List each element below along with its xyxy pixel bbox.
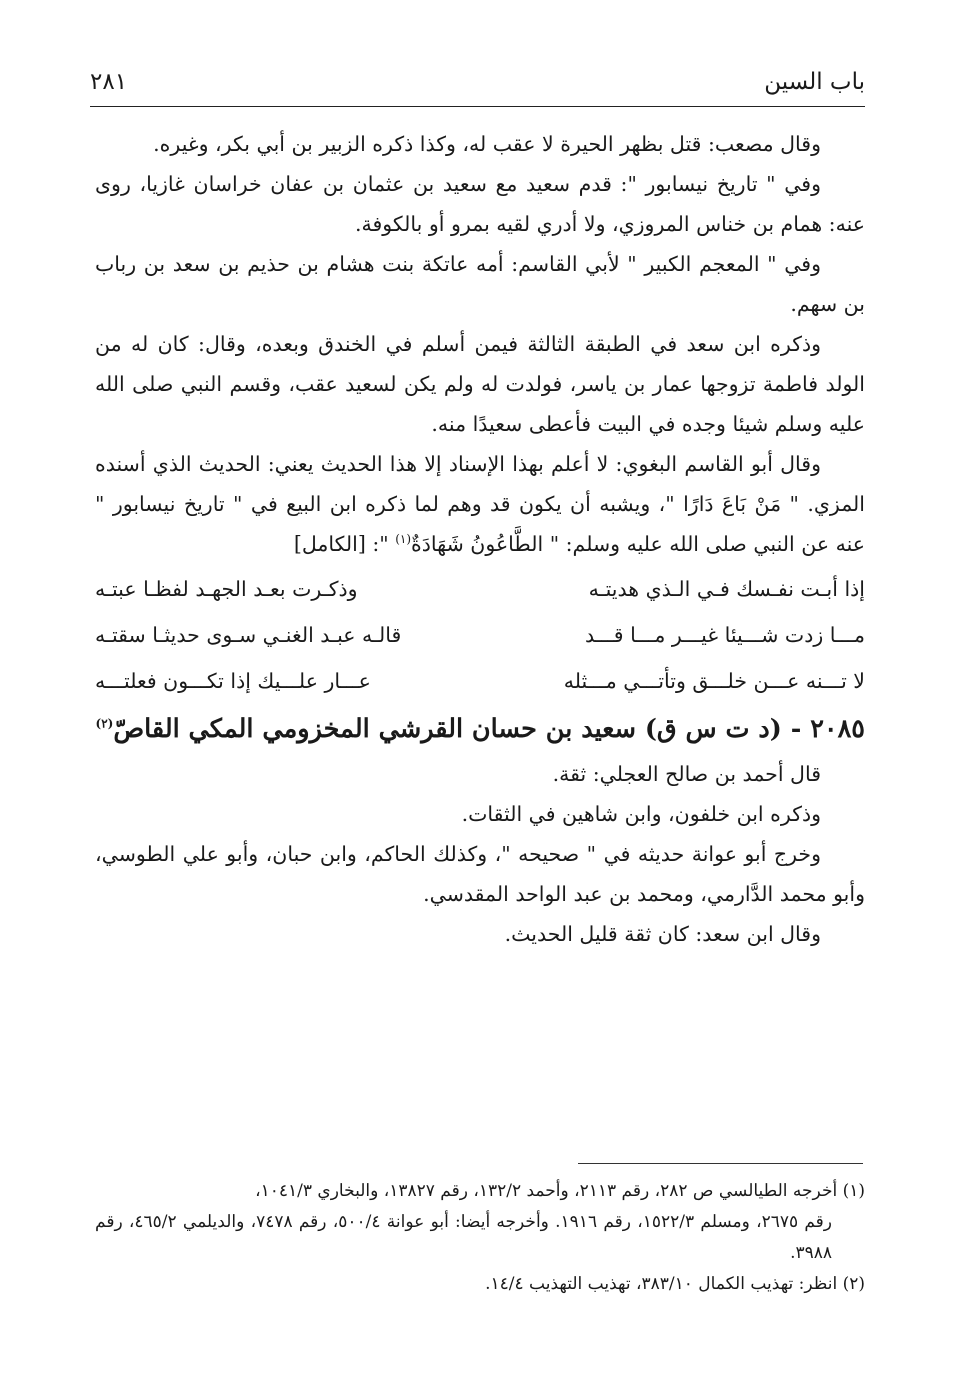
paragraph-ibn-saad: وذكره ابن سعد في الطبقة الثالثة فيمن أسلم في الخندق وبعده، وقال: كان له من الولد فاطمة تزوجها عمار بن ياسر، فولدت له ولم يكن لسعيد عقب، وقسم النبي صلى الله عليه وسلم شيئا وجده في البيت فأعطى سعيدًا منه. bbox=[95, 332, 865, 436]
verse-line bbox=[95, 566, 865, 612]
paragraph-abu-awana: وخرج أبو عوانة حديثه في " صحيحه "، وكذلك الحاكم، وابن حبان، وأبو علي الطوسي، وأبو محمد الدَّارمي، ومحمد بن عبد الواحد المقدسي. bbox=[95, 842, 865, 906]
meter-label: [الكامل] bbox=[293, 532, 366, 556]
second-hemistich: عـــار علـــيك إذا تكـــون فعلتـــه bbox=[95, 669, 371, 693]
entry-number: ٢٠٨٥ bbox=[810, 714, 865, 744]
verse-line bbox=[95, 612, 865, 658]
paragraph-tarikh-naysabur: وفي " تاريخ نيسابور ": قدم سعيد مع سعيد بن عثمان بن عفان خراسان غازيا، روى عنه: همام بن خناس المروزي، ولا أدري لقيه بمرو أو بالكوفة. bbox=[95, 172, 865, 236]
second-hemistich: قالـه عبـد الغنـي سـوى حديثـا سقتـه bbox=[95, 623, 402, 647]
footnote-1: (١) أخرجه الطيالسي ص ٢٨٢، رقم ٢١١٣، وأحمد ١٣٢/٢، رقم ١٣٨٢٧، والبخاري ١٠٤١/٣، bbox=[255, 1181, 865, 1201]
footnote-ref-1: (١) bbox=[395, 532, 412, 547]
footnotes bbox=[95, 1176, 865, 1300]
paragraph-mussab: وقال مصعب: قتل بظهر الحيرة لا عقب له، وكذا ذكره الزبير بن أبي بكر، وغيره. bbox=[153, 132, 821, 156]
paragraph-baghawi bbox=[95, 444, 865, 564]
footnote-2: (٢) انظر: تهذيب الكمال ٣٨٣/١٠، تهذيب التهذيب ١٤/٤. bbox=[485, 1274, 865, 1294]
chapter-title: باب السين bbox=[764, 69, 865, 95]
first-hemistich: إذا أبـت نفـسك فـي الـذي هديتـه bbox=[588, 577, 865, 601]
poem bbox=[95, 566, 865, 704]
running-header bbox=[90, 62, 865, 107]
footnote-1-continued: رقم ٢٦٧٥، ومسلم ١٥٢٢/٣، رقم ١٩١٦. وأخرجه أيضا: أبو عوانة ٥٠٠/٤، رقم ٧٤٧٨، والديلمي ٤٦٥/٢، رقم ٣٩٨٨. bbox=[95, 1212, 833, 1263]
paragraph-mujam-kabir: وفي " المعجم الكبير " لأبي القاسم: أمه عاتكة بنت هشام بن حذيم بن سعد بن رباب بن سهم. bbox=[95, 252, 865, 316]
paragraph-ibn-khalfun: وذكره ابن خلفون، وابن شاهين في الثقات. bbox=[461, 802, 821, 826]
paragraph-ijli: قال أحمد بن صالح العجلي: ثقة. bbox=[552, 762, 821, 786]
entry-heading bbox=[95, 704, 865, 754]
quote-close: ": bbox=[365, 532, 396, 556]
paragraph-ibn-saad-thiqa: وقال ابن سعد: كان ثقة قليل الحديث. bbox=[504, 922, 821, 946]
footnote-ref-2: (٢) bbox=[95, 716, 114, 731]
page-number: ٢٨١ bbox=[90, 69, 128, 95]
first-hemistich: لا تـــنه عـــن خلـــق وتأتـــي مـــثله bbox=[563, 669, 865, 693]
main-text bbox=[95, 124, 865, 954]
verse-line bbox=[95, 658, 865, 704]
footnote-divider bbox=[578, 1163, 863, 1164]
second-hemistich: وذكـرت بعـد الجهـد لفظـا عبتـه bbox=[95, 577, 358, 601]
first-hemistich: مـــا زدت شـــيئا غيـــر مـــا قـــد bbox=[584, 623, 865, 647]
entry-title: (د ت س ق) سعيد بن حسان القرشي المخزومي المكي القاصّ bbox=[113, 714, 782, 744]
baghawi-text: وقال أبو القاسم البغوي: لا أعلم بهذا الإسناد إلا هذا الحديث يعني: الحديث الذي أسنده المزي. " مَنْ بَاعَ دَارًا "، ويشبه أن يكون قد وهم لما ذكره ابن البيع في " تاريخ نيسابور " عنه عن النبي صلى الله عليه وسلم: " الطَّاعُونُ شَهَادَةٌ bbox=[95, 452, 865, 556]
entry-dash: - bbox=[781, 714, 811, 744]
